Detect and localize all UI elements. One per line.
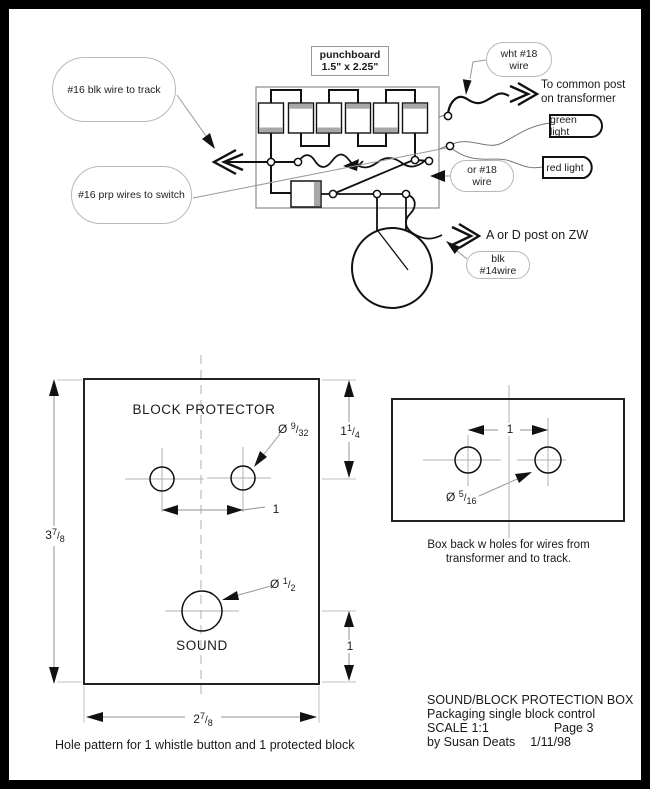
red-light-label: red light [546, 161, 584, 174]
callout-blk-14-wire: blk #14wire [466, 251, 530, 279]
box-back-caption [392, 539, 625, 566]
dim-sound-dia-label: Ø $^1$/ $_2$ [269, 575, 297, 595]
box-back-caption-line1: Box back w holes for wires from [427, 539, 590, 551]
title-block-page: Page 3 [553, 721, 594, 735]
title-block-title: SOUND/BLOCK PROTECTION BOX [427, 693, 634, 707]
title-block [427, 693, 637, 749]
callout-blk-wire-to-track: #16 blk wire to track [52, 57, 176, 122]
callout-prp-wires-to-switch: #16 prp wires to switch [71, 166, 192, 224]
leader-arrowhead [515, 472, 532, 483]
leader-arrowhead [222, 591, 239, 600]
title-block-byline [427, 735, 637, 749]
box-back-caption-line2: transformer and to track. [445, 552, 572, 565]
zw-post-note: A or D post on ZW [486, 228, 589, 242]
front-panel-title: BLOCK PROTECTOR [132, 402, 276, 417]
punchboard-label [311, 46, 389, 76]
box-back-drawing [392, 385, 624, 538]
white-wire [448, 93, 509, 113]
callout-or-18-wire: or #18 wire [450, 160, 514, 192]
sound-label: SOUND [176, 638, 228, 653]
dim-height-label: $3^7/$ $_8$ [39, 526, 71, 546]
wiring-diagram [177, 60, 602, 596]
dim-hole-spacing [162, 505, 265, 515]
callout-wht-18-wire: wht #18 wire [486, 42, 552, 77]
green-light-wire [450, 123, 549, 145]
title-block-author: by Susan Deats [427, 735, 516, 749]
bb-dim-hole-dia-label: Ø $^5$/ $_{16}$ [445, 488, 478, 508]
dim-hole-spacing-label: 1 [272, 502, 280, 516]
bb-dim-hole-spacing-label: 1 [502, 423, 518, 436]
common-post-line1: To common post [541, 79, 626, 91]
title-block-date: 1/11/98 [530, 735, 571, 749]
title-block-scale: SCALE 1:1 [427, 721, 489, 735]
punchboard-label-line1: punchboard [319, 49, 381, 61]
common-post-note [541, 79, 625, 106]
dim-top-to-holes-label: $1^1/$ $_4$ [335, 422, 365, 442]
common-post-line2: on transformer [541, 92, 616, 105]
resistor-band [314, 182, 320, 206]
title-block-subtitle: Packaging single block control [427, 707, 596, 721]
punchboard-label-line2: 1.5" x 2.25" [321, 61, 379, 73]
title-block-scale-row [427, 721, 637, 735]
crosshairs [423, 418, 566, 486]
dim-sound-to-bottom-label: 1 [342, 640, 358, 653]
dim-width-label: $2^7/$ $_8$ [185, 710, 221, 730]
dim-hole-dia-label: Ø $^9$/ $_{32}$ [277, 420, 310, 440]
common-post-arrow [510, 83, 537, 105]
front-panel-caption: Hole pattern for 1 whistle button and 1 protected block [55, 738, 355, 752]
crosshairs [125, 447, 271, 611]
green-light-label: green light [550, 114, 577, 138]
whistle-button [352, 228, 432, 308]
zw-post-arrow [452, 224, 479, 248]
